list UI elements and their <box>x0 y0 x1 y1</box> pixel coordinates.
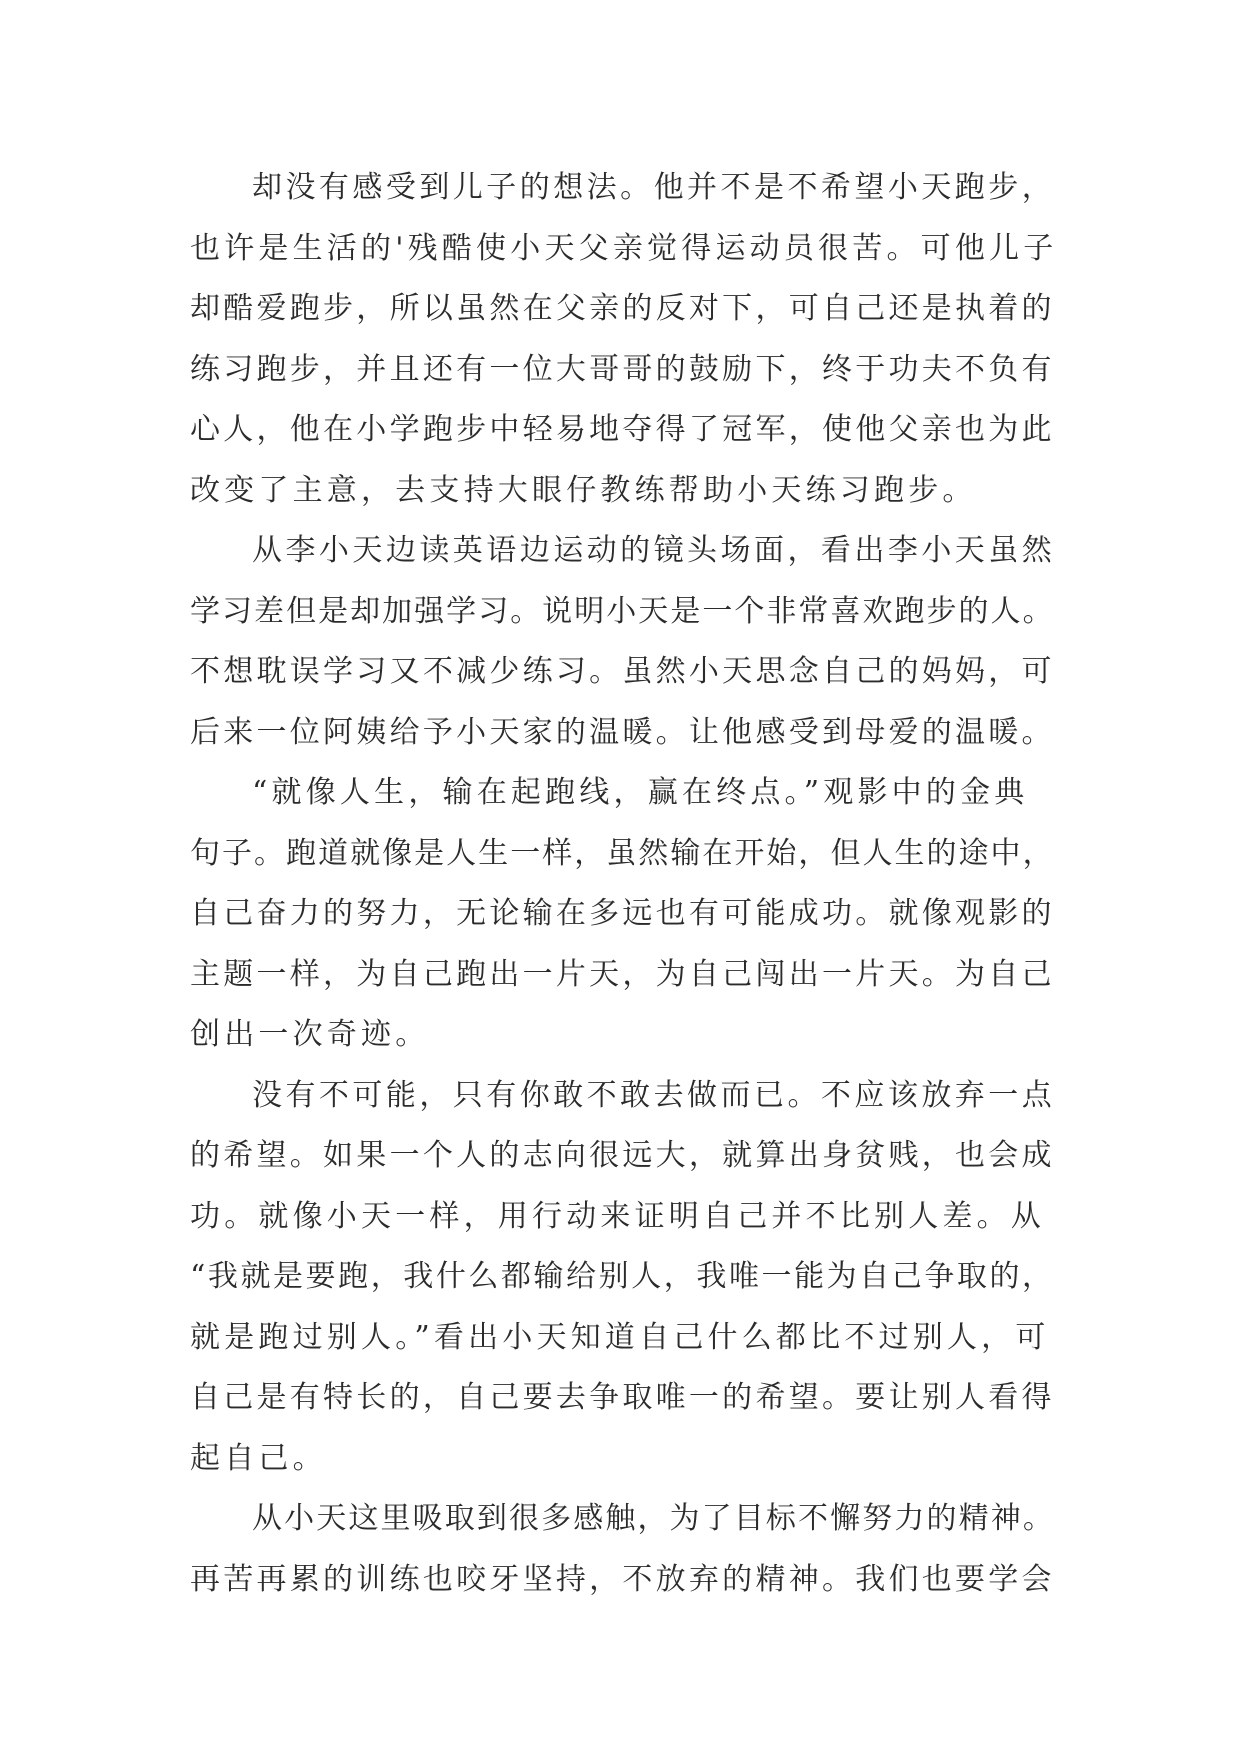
text-line: 后来一位阿姨给予小天家的温暖。让他感受到母爱的温暖。 <box>190 714 1055 750</box>
text-line: 练习跑步，并且还有一位大哥哥的鼓励下，终于功夫不负有 <box>190 351 1055 387</box>
text-line: 也许是生活的'残酷使小天父亲觉得运动员很苦。可他儿子 <box>190 230 1058 266</box>
text-line: 学习差但是却加强学习。说明小天是一个非常喜欢跑步的人。 <box>190 593 1055 629</box>
text-line: 心人，他在小学跑步中轻易地夺得了冠军，使他父亲也为此 <box>190 412 1055 447</box>
text-line: 起自己。 <box>190 1440 327 1476</box>
text-line: 功。就像小天一样，用行动来证明自己并不比别人差。从 <box>190 1198 1045 1234</box>
text-line: 再苦再累的训练也咬牙坚持，不放弃的精神。我们也要学会 <box>190 1561 1055 1597</box>
text-line: 不想耽误学习又不减少练习。虽然小天思念自己的妈妈，可 <box>190 654 1055 689</box>
paragraph-first-line: 却没有感受到儿子的想法。他并不是不希望小天跑步， <box>252 170 1056 205</box>
paragraph-first-line: 从小天这里吸取到很多感触，为了目标不懈努力的精神。 <box>252 1501 1055 1536</box>
text-line: 却酷爱跑步，所以虽然在父亲的反对下，可自己还是执着的 <box>190 291 1055 326</box>
text-line: 就是跑过别人。”看出小天知道自己什么都比不过别人，可 <box>190 1319 1050 1355</box>
text-line: 改变了主意，去支持大眼仔教练帮助小天练习跑步。 <box>190 472 977 508</box>
text-line: 自己是有特长的，自己要去争取唯一的希望。要让别人看得 <box>190 1380 1055 1415</box>
text-line: 句子。跑道就像是人生一样，虽然输在开始，但人生的途中， <box>190 835 1055 871</box>
paragraph-first-line: “就像人生，输在起跑线，赢在终点。”观影中的金典 <box>252 775 1029 810</box>
document-body <box>190 158 1060 1610</box>
text-line: 的希望。如果一个人的志向很远大，就算出身贫贱，也会成 <box>190 1138 1055 1173</box>
text-line: 创出一次奇迹。 <box>190 1017 430 1052</box>
text-line: 主题一样，为自己跑出一片天，为自己闯出一片天。为自己 <box>190 956 1055 992</box>
text-line: 自己奋力的努力，无论输在多远也有可能成功。就像观影的 <box>190 896 1055 931</box>
paragraph-first-line: 从李小天边读英语边运动的镜头场面，看出李小天虽然 <box>252 533 1056 568</box>
paragraph-first-line: 没有不可能，只有你敢不敢去做而已。不应该放弃一点 <box>252 1077 1056 1113</box>
text-line: “我就是要跑，我什么都输给别人，我唯一能为自己争取的， <box>190 1259 1055 1294</box>
